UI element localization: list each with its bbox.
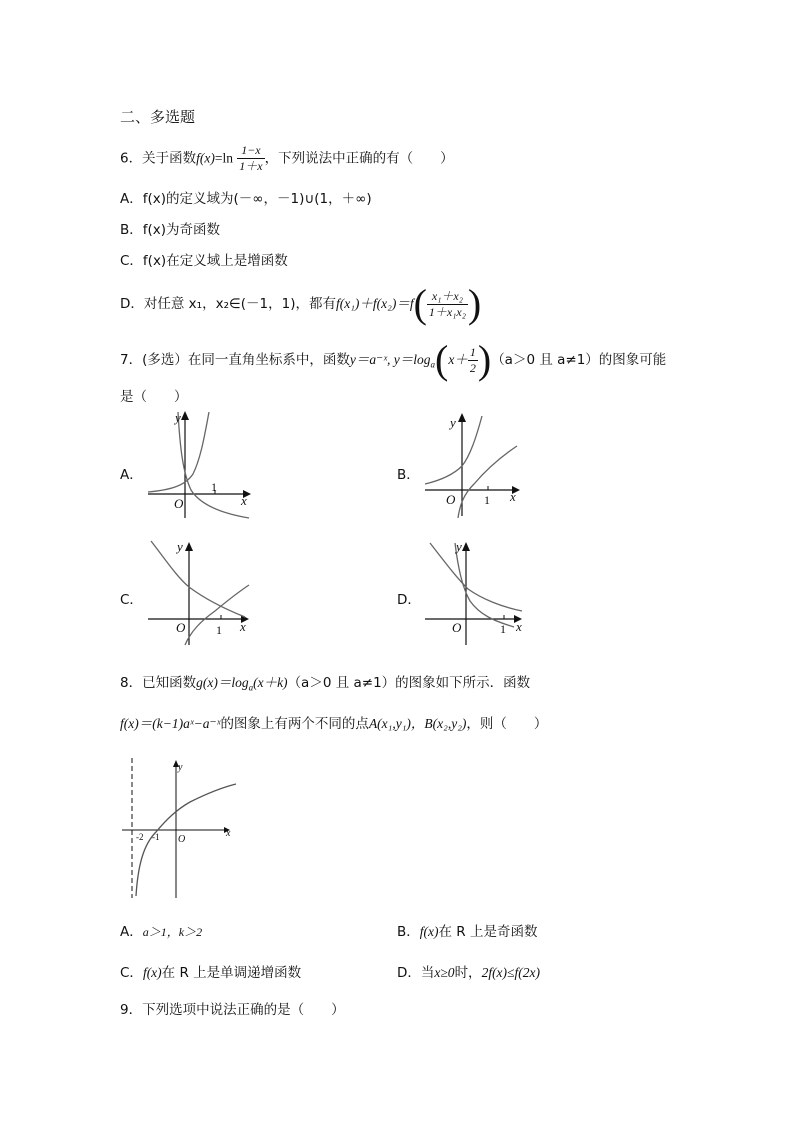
q8-a-label: A． <box>120 924 143 940</box>
one-label: 1 <box>216 623 222 637</box>
q8-graph <box>120 754 250 904</box>
origin-label: O <box>452 620 462 635</box>
q8-option-b <box>397 920 537 940</box>
q9-stem: 9．下列选项中说法正确的是（ ） <box>120 1002 345 1018</box>
left-paren: ( <box>435 337 449 382</box>
y-axis-arrow <box>185 542 193 551</box>
q6-frac-den: 1＋x <box>239 159 263 173</box>
one-label: 1 <box>211 480 217 494</box>
q8-inner: (x＋k) <box>253 675 288 690</box>
q8-b-math: f(x) <box>419 924 439 939</box>
m1-label: -1 <box>152 832 160 842</box>
right-paren: ) <box>477 337 492 382</box>
log-curve <box>136 784 236 896</box>
y-label: y <box>178 762 183 773</box>
q6-d-den: 1＋x₁x₂ <box>428 304 466 319</box>
q6-d-num: x₁＋x₂ <box>427 289 468 305</box>
q6-fraction <box>237 143 264 174</box>
q8-line1-tail: （a＞0 且 a≠1）的图象如下所示．函数 <box>287 675 531 691</box>
q7-option-c-label: C． <box>120 592 143 608</box>
q8-a-math: a＞1，k＞2 <box>142 925 203 939</box>
q8-d-text: 时， <box>454 965 482 981</box>
y-axis-arrow <box>458 413 466 422</box>
log-curve <box>178 412 249 518</box>
q6-option-c: C．f(x)在定义域上是增函数 <box>120 253 288 269</box>
q8-option-a <box>120 920 202 940</box>
m2-label: -2 <box>136 832 144 842</box>
q7-lead: 7．(多选）在同一直角坐标系中，函数 <box>120 352 350 368</box>
q8-c-text: 在 R 上是单调递增函数 <box>161 965 302 981</box>
q7-graph-d <box>422 537 547 647</box>
q8-g-expr: g(x)＝log <box>196 675 249 690</box>
q7-half <box>468 345 478 376</box>
q8-b-label: B． <box>397 924 420 940</box>
q7-cond: （a＞0 且 a≠1）的图象可能 <box>491 352 667 368</box>
y-label: y <box>177 539 183 554</box>
q6-frac-num: 1−x <box>237 143 264 159</box>
q8-b-text: 在 R 上是奇函数 <box>438 924 538 940</box>
left-paren: ( <box>413 281 427 326</box>
q8-d-math1: x≥0 <box>434 965 455 980</box>
q8-option-c <box>120 961 301 981</box>
log-curve <box>458 446 517 518</box>
x-label: x <box>226 828 231 839</box>
q7-graph-b <box>422 408 547 523</box>
q7-sub: a <box>430 359 436 370</box>
q8-d-math2: 2f(x)≤f(2x) <box>481 965 540 980</box>
q6-fx: f(x) <box>196 150 215 166</box>
q7-stem <box>120 337 667 382</box>
y-axis-arrow <box>181 411 189 420</box>
q6-lead: 6．关于函数 <box>120 150 197 167</box>
gentle-curve <box>430 543 522 611</box>
q7-option-d-label: D． <box>397 592 421 608</box>
x-label: x <box>510 489 516 504</box>
q7-line2: 是（ ） <box>120 389 188 405</box>
q8-line2-tail: 的图象上有两个不同的点 <box>220 716 369 732</box>
q6-d-lead: D．对任意 x₁，x₂∈(－1，1)，都有 <box>120 296 336 312</box>
q8-sub: a <box>248 682 254 693</box>
q6-tail: ，下列说法中正确的有（ ） <box>264 150 454 167</box>
origin-label: O <box>174 496 184 511</box>
one-label: 1 <box>484 493 490 507</box>
q6-option-a: A．f(x)的定义域为(－∞，－1)∪(1，＋∞) <box>120 191 372 207</box>
q6-option-d <box>120 281 482 326</box>
y-label: y <box>456 539 462 554</box>
q8-option-d <box>397 961 540 981</box>
q7-half-den: 2 <box>469 360 476 375</box>
q7-graph-a <box>145 408 265 523</box>
q8-points: A(x₁,y₁)，B(x₂,y₂) <box>368 716 467 731</box>
q6-stem <box>120 143 454 174</box>
q8-lead: 8．已知函数 <box>120 675 197 691</box>
y-axis-arrow <box>462 542 470 551</box>
q6-d-expr: f(x₁)＋f(x₂)＝f <box>335 296 414 311</box>
y-label: y <box>450 415 456 430</box>
q8-d-label: D．当 <box>397 965 435 981</box>
q6-d-fraction <box>427 289 468 320</box>
q6-option-b: B．f(x)为奇函数 <box>120 222 221 238</box>
x-label: x <box>240 619 246 634</box>
q7-option-b-label: B． <box>397 467 420 483</box>
q7-expr: y＝a⁻ˣ, y＝log <box>349 352 431 367</box>
y-label: y <box>175 410 181 425</box>
q8-c-math: f(x) <box>142 965 162 980</box>
q8-line2 <box>120 712 547 732</box>
origin-label: O <box>176 620 186 635</box>
origin-label: O <box>178 834 186 845</box>
q6-eq: =ln <box>214 150 233 166</box>
q8-line1 <box>120 671 530 693</box>
x-label: x <box>516 619 522 634</box>
origin-label: O <box>446 492 456 507</box>
q8-line2-end: ，则（ ） <box>466 716 548 732</box>
q8-c-label: C． <box>120 965 143 981</box>
q7-inner: x＋ <box>448 352 468 367</box>
q7-option-a-label: A． <box>120 467 143 483</box>
right-paren: ) <box>467 281 482 326</box>
q7-half-num: 1 <box>469 344 476 359</box>
section-title: 二、多选题 <box>120 108 196 126</box>
q8-f-expr: f(x)＝(k−1)aˣ−a⁻ˣ <box>120 716 221 731</box>
q7-graph-c <box>145 537 265 647</box>
one-label: 1 <box>500 622 506 636</box>
decreasing-curve <box>151 541 245 617</box>
x-label: x <box>241 493 247 508</box>
